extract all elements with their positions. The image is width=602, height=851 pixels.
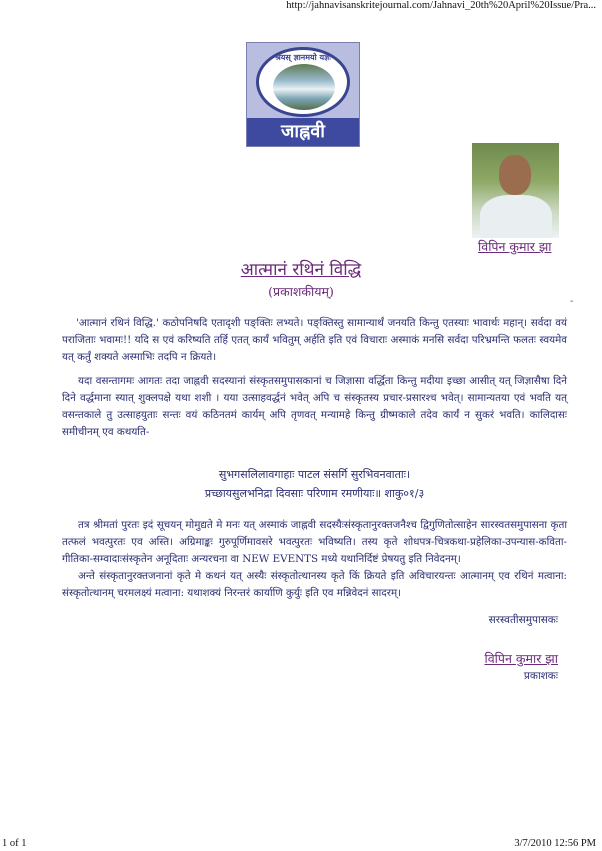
page-count: 1 of 1 [2,838,27,849]
author-role: प्रकाशकः [523,670,558,682]
paragraph-4: अन्ते संस्कृतानुरक्तजनानां कृते मे कथनं यत् अस्यैः संस्कृतोत्थानस्य कृते किं क्रियते इति अविचारयन्तः आत्मानम् एव रथिनं मत्वाना: संस्कृतोत्थानम् चरमलक्ष्यं मत्वाना: यथाशक्यं निरन्तरं कार्याणि कुर्युः इति एव मन्निवेदनं सादरम्। [62,570,567,599]
article-title: आत्मानं रथिनं विद्धि [240,260,362,280]
page-url: http://jahnavisanskritejournal.com/Jahnavi_20th%20April%20Issue/Pra... [286,0,596,11]
author-name-top[interactable]: विपिन कुमार झा [478,239,552,254]
logo-name: जाह्नवी [247,118,359,146]
author-name-bottom[interactable]: विपिन कुमार झा [484,651,558,666]
verse-line-1: सुभगसलिलावगाहाः पाटल संसर्गि सुरभिवनवाताः। [218,468,411,481]
article-subtitle: (प्रकाशकीयम्) [268,284,334,299]
logo-emblem [256,47,350,117]
jahnavi-logo [246,42,360,147]
paragraph-2: यदा वसन्तागमः आगतः तदा जाह्नवी सदस्यानां संस्कृतसमुपासकानां च जिज्ञासा वर्द्धिता किन्तु मदीया इच्छा आसीत् यत् जिज्ञासैषा दिने दिने वर्द्धमाना स्यात् शुक्लपक्षे यथा शशी । यया उत्साहवर्द्धनं भवेत् अपि च संस्कृतस्य प्रचार-प्रसारश्च भवेत्। सामान्यतया एवं भवति यत् वसन्तकाले तु उत्साहयुताः सन्तः वयं कठिनतमं कार्यम् अपि तृणवत् मन्यामहे किन्तु ग्रीष्मकाले तदेव कार्यं न सुकरं भवति। कालिदासः समीचीनम् एव कथयति- [62,375,567,438]
dash-mark: - [570,296,574,307]
waterfall-image [273,64,335,110]
verse-line-2: प्रच्छायसुलभनिद्रा दिवसाः परिणाम रमणीयाः॥ शाकु०१/३ [204,487,425,500]
logo-ring-text: श्रेयस् ज्ञानमयो यज्ञः [275,52,331,62]
author-photo [472,143,559,238]
closing-signoff: सरस्वतीसमुपासकः [488,614,558,626]
paragraph-1: 'आत्मानं रथिनं विद्धि.' कठोपनिषदि एतादृशी पङ्क्तिः लभ्यते। पङ्क्तिस्तु सामान्यार्थं जनयति किन्तु एतस्याः भावार्थः महान्। सर्वदा वयं पराजिताः भवामः!! यदि स एवं करिष्यति तर्हि एतत् कार्यं भवितुम् अर्हति इति एवं विचाराः अस्माकं मनसि सर्वदा परिभ्रमन्ति फलतः स्वयमेव यत् कर्तुं शक्यते अस्माभिः तदपि न क्रियते। [62,317,567,363]
print-timestamp: 3/7/2010 12:56 PM [514,838,596,849]
paragraph-3: तत्र श्रीमतां पुरतः इदं सूचयन् मोमुद्यते मे मनः यत् अस्माकं जाह्नवी सदस्यैःसंस्कृतानुरक्तजनैश्च द्विगुणितोत्साहेन सारस्वतसमुपासना कृता तत्फलं भवत्पुरतः एव अस्ति। अग्रिमाङ्कः गुरुपूर्णिमावसरे भवत्पुरतः भविष्यति। तस्य कृते शोधपत्र-चित्रकथा-प्रहेलिका-उपन्यास-कविता-गीतिका-सम्वादाःसंस्कृतेन अनूदिताः अन्यरचना वा NEW EVENTS मध्ये यथानिर्दिष्टं प्रेषयतु इति निवेदनम्। [62,519,567,565]
